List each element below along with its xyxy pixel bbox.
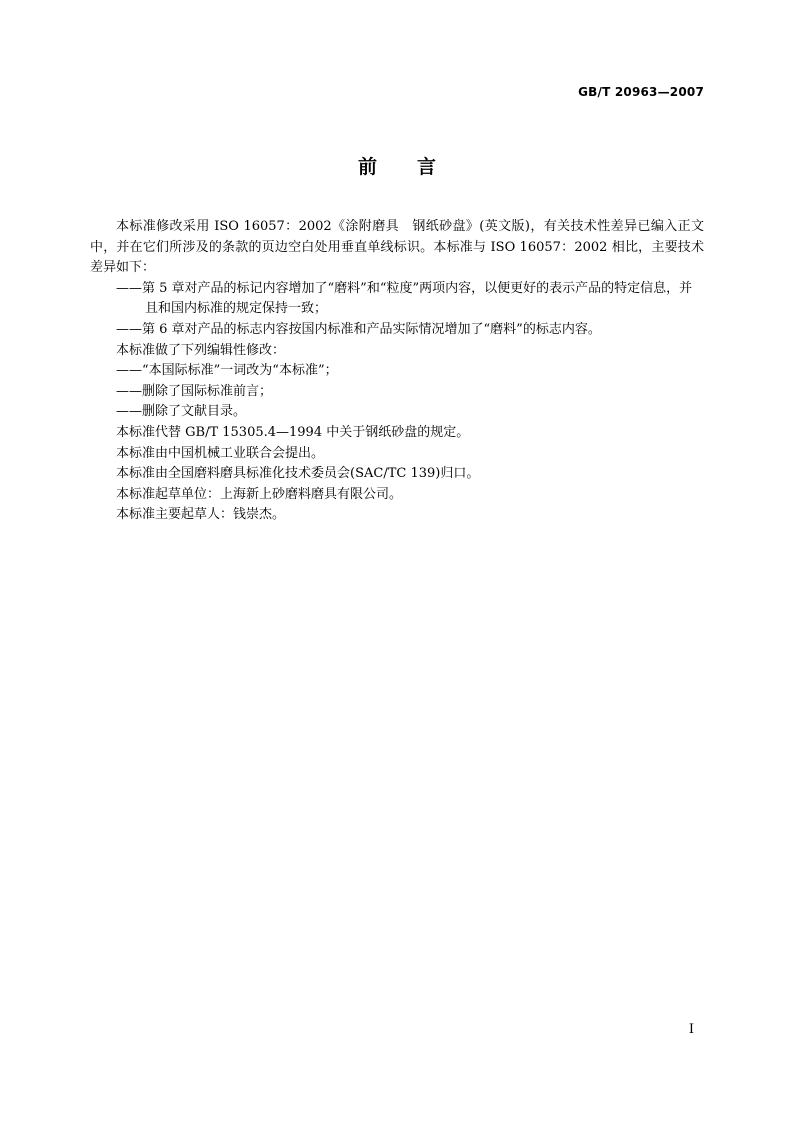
replaces-statement: 本标准代替 GB/T 15305.4—1994 中关于钢纸砂盘的规定。: [116, 424, 470, 440]
proposed-by-statement: 本标准由中国机械工业联合会提出。: [116, 445, 325, 461]
tech-diff-item-2: ——第 6 章对产品的标志内容按国内标准和产品实际情况增加了“磨料”的标志内容。: [116, 321, 601, 337]
editorial-intro: 本标准做了下列编辑性修改：: [116, 342, 286, 358]
page-title: 前言: [357, 156, 476, 178]
page-number: I: [688, 1022, 694, 1037]
managed-by-statement: 本标准由全国磨料磨具标准化技术委员会(SAC/TC 139)归口。: [116, 466, 480, 482]
intro-paragraph: 本标准修改采用 ISO 16057：2002《涂附磨具 钢纸砂盘》(英文版)，有关技术性差异已编入正文中，并在它们所涉及的条款的页边空白处用垂直单线标识。本标准与 ISO 16057：2002 相比，主要技术差异如下：: [90, 219, 704, 276]
foreword-body: [90, 217, 704, 526]
editorial-item-2: ——删除了国际标准前言；: [116, 383, 273, 399]
editorial-item-1: ——“本国际标准”一词改为“本标准”；: [116, 363, 338, 379]
drafting-unit-statement: 本标准起草单位：上海新上砂磨料磨具有限公司。: [116, 486, 403, 502]
standard-code: GB/T 20963—2007: [578, 85, 704, 99]
tech-diff-item-1: ——第 5 章对产品的标记内容增加了“磨料”和“粒度”两项内容，以便更好的表示产品的特定信息，并且和国内标准的规定保持一致；: [116, 280, 693, 317]
editorial-item-3: ——删除了文献目录。: [116, 404, 247, 420]
main-drafter-statement: 本标准主要起草人：钱崇杰。: [116, 507, 286, 523]
